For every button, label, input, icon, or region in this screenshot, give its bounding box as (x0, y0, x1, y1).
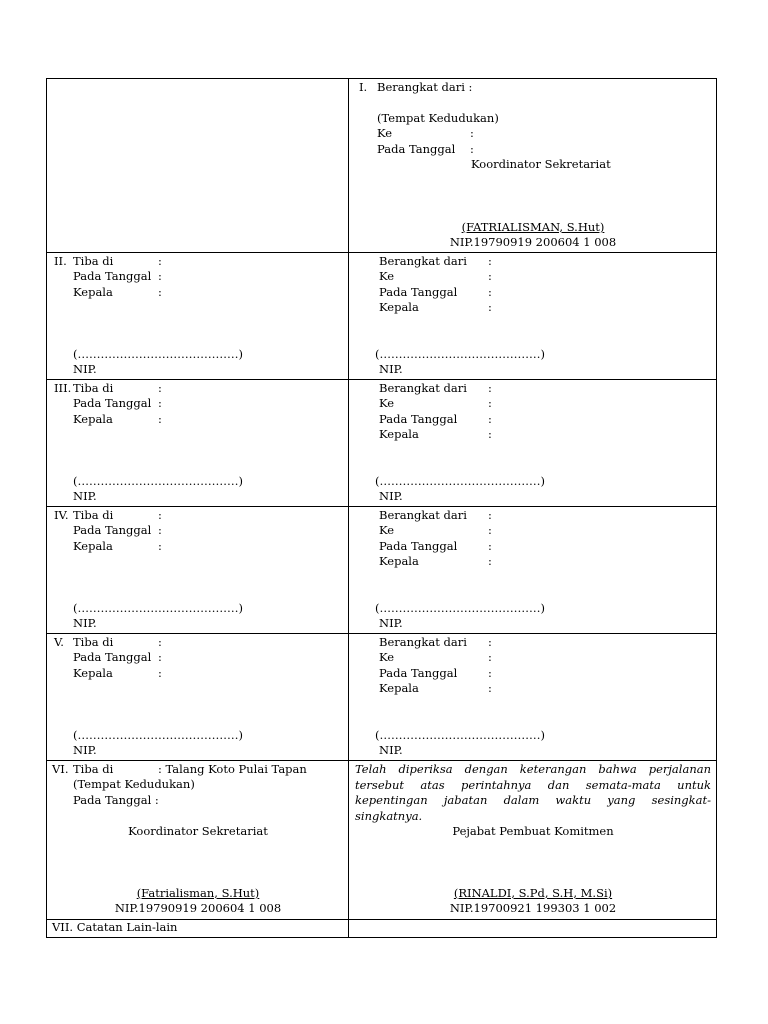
notes-label: VII. Catatan Lain-lain (52, 920, 178, 934)
berangkat-colon: : (488, 508, 492, 522)
kepala-label: Kepala (379, 427, 419, 441)
tiba-di-colon: : (158, 381, 162, 395)
signature-placeholder: (……………………………………) (73, 728, 243, 742)
kepala-label: Kepala (73, 412, 113, 426)
ke-colon: : (488, 396, 492, 410)
row-6-right-cell (349, 761, 717, 920)
row-5-left-cell (47, 634, 349, 761)
tiba-di-colon: : (158, 635, 162, 649)
pada-tanggal-label: Pada Tanggal (377, 142, 456, 156)
row-numeral: III. (54, 381, 72, 395)
ke-label: Ke (377, 126, 393, 140)
row-1 (47, 79, 717, 253)
signature-placeholder: (……………………………………) (375, 347, 545, 361)
tempat-kedudukan: (Tempat Kedudukan) (73, 777, 195, 791)
row-2-right-cell (349, 253, 717, 380)
tiba-di-label: Tiba di (73, 381, 114, 395)
kepala-label: Kepala (379, 300, 419, 314)
pada-tanggal-label: Pada Tanggal : (73, 793, 159, 807)
row-6 (47, 761, 717, 920)
tiba-di-label: Tiba di (73, 254, 114, 268)
row-numeral: I. (359, 80, 368, 94)
tiba-di-label: Tiba di (73, 762, 114, 776)
berangkat-colon: : (488, 381, 492, 395)
row-numeral: VI. (52, 762, 69, 776)
signer-name: (RINALDI, S.Pd, S.H, M.Si) (453, 886, 613, 900)
signer-nip: NIP.19790919 200604 1 008 (114, 901, 282, 915)
pada-tanggal-label: Pada Tanggal (379, 412, 458, 426)
row-4 (47, 507, 717, 634)
pada-tanggal-colon: : (488, 666, 492, 680)
row-2-left-cell (47, 253, 349, 380)
signer-title: Koordinator Sekretariat (471, 157, 611, 171)
row-6-left-cell (47, 761, 349, 920)
nip-label: NIP. (379, 743, 403, 757)
verification-statement: Telah diperiksa dengan keterangan bahwa perjalanan tersebut atas perintahnya dan semata-mata untuk kepentingan jabatan dalam waktu yang sesingkat-singkatnya. (355, 762, 711, 823)
tiba-di-label: Tiba di (73, 508, 114, 522)
row-4-right-cell (349, 507, 717, 634)
kepala-colon: : (488, 300, 492, 314)
berangkat-dari-label: Berangkat dari (379, 635, 467, 649)
pada-tanggal-colon: : (158, 650, 162, 664)
ke-label: Ke (379, 396, 395, 410)
berangkat-label: Berangkat dari : (377, 80, 473, 94)
signature-placeholder: (……………………………………) (73, 347, 243, 361)
nip-label: NIP. (73, 743, 97, 757)
row-3 (47, 380, 717, 507)
berangkat-dari-label: Berangkat dari (379, 381, 467, 395)
signature-placeholder: (……………………………………) (73, 474, 243, 488)
row-2 (47, 253, 717, 380)
nip-label: NIP. (73, 616, 97, 630)
signer-name: (FATRIALISMAN, S.Hut) (461, 220, 605, 234)
pada-tanggal-colon: : (158, 523, 162, 537)
ke-colon: : (488, 650, 492, 664)
row-1-left-cell (47, 79, 349, 253)
nip-label: NIP. (379, 489, 403, 503)
signature-placeholder: (……………………………………) (73, 601, 243, 615)
pada-tanggal-colon: : (488, 285, 492, 299)
ke-label: Ke (379, 650, 395, 664)
row-3-left-cell (47, 380, 349, 507)
kepala-colon: : (158, 539, 162, 553)
berangkat-dari-label: Berangkat dari (379, 254, 467, 268)
pada-tanggal-colon: : (158, 269, 162, 283)
tiba-di-colon: : (158, 254, 162, 268)
form-table (46, 78, 717, 938)
row-7-right-cell (349, 920, 717, 938)
signer-nip: NIP.19700921 199303 1 002 (449, 901, 617, 915)
kepala-label: Kepala (73, 666, 113, 680)
pada-tanggal-label: Pada Tanggal (379, 666, 458, 680)
kepala-colon: : (488, 427, 492, 441)
pada-tanggal-label: Pada Tanggal (73, 269, 152, 283)
kepala-colon: : (158, 666, 162, 680)
ke-label: Ke (379, 523, 395, 537)
signer-nip: NIP.19790919 200604 1 008 (449, 235, 617, 249)
nip-label: NIP. (73, 489, 97, 503)
pada-tanggal-label: Pada Tanggal (73, 396, 152, 410)
kepala-colon: : (158, 285, 162, 299)
row-3-right-cell (349, 380, 717, 507)
signature-placeholder: (……………………………………) (375, 474, 545, 488)
nip-label: NIP. (379, 362, 403, 376)
row-7-left-cell (47, 920, 349, 938)
kepala-label: Kepala (379, 681, 419, 695)
signer-title: Pejabat Pembuat Komitmen (452, 824, 614, 838)
tiba-di-label: Tiba di (73, 635, 114, 649)
signer-name: (Fatrialisman, S.Hut) (136, 886, 260, 900)
berangkat-colon: : (488, 254, 492, 268)
kepala-label: Kepala (379, 554, 419, 568)
pada-tanggal-colon: : (470, 142, 474, 156)
berangkat-colon: : (488, 635, 492, 649)
nip-label: NIP. (73, 362, 97, 376)
kepala-label: Kepala (73, 285, 113, 299)
pada-tanggal-label: Pada Tanggal (73, 650, 152, 664)
row-7 (47, 920, 717, 938)
row-numeral: V. (54, 635, 64, 649)
signature-placeholder: (……………………………………) (375, 728, 545, 742)
ke-label: Ke (379, 269, 395, 283)
row-4-left-cell (47, 507, 349, 634)
nip-label: NIP. (379, 616, 403, 630)
tiba-di-value: : Talang Koto Pulai Tapan (158, 762, 307, 776)
row-numeral: II. (54, 254, 67, 268)
kepala-colon: : (158, 412, 162, 426)
pada-tanggal-colon: : (158, 396, 162, 410)
pada-tanggal-colon: : (488, 539, 492, 553)
row-1-right-cell (349, 79, 717, 253)
pada-tanggal-colon: : (488, 412, 492, 426)
ke-colon: : (470, 126, 474, 140)
signer-title: Koordinator Sekretariat (128, 824, 268, 838)
signature-placeholder: (……………………………………) (375, 601, 545, 615)
ke-colon: : (488, 269, 492, 283)
ke-colon: : (488, 523, 492, 537)
pada-tanggal-label: Pada Tanggal (73, 523, 152, 537)
kepala-colon: : (488, 681, 492, 695)
kepala-colon: : (488, 554, 492, 568)
row-numeral: IV. (54, 508, 69, 522)
travel-document-form (46, 78, 716, 938)
tempat-kedudukan: (Tempat Kedudukan) (377, 111, 499, 125)
pada-tanggal-label: Pada Tanggal (379, 539, 458, 553)
kepala-label: Kepala (73, 539, 113, 553)
row-5-right-cell (349, 634, 717, 761)
tiba-di-colon: : (158, 508, 162, 522)
row-5 (47, 634, 717, 761)
berangkat-dari-label: Berangkat dari (379, 508, 467, 522)
pada-tanggal-label: Pada Tanggal (379, 285, 458, 299)
